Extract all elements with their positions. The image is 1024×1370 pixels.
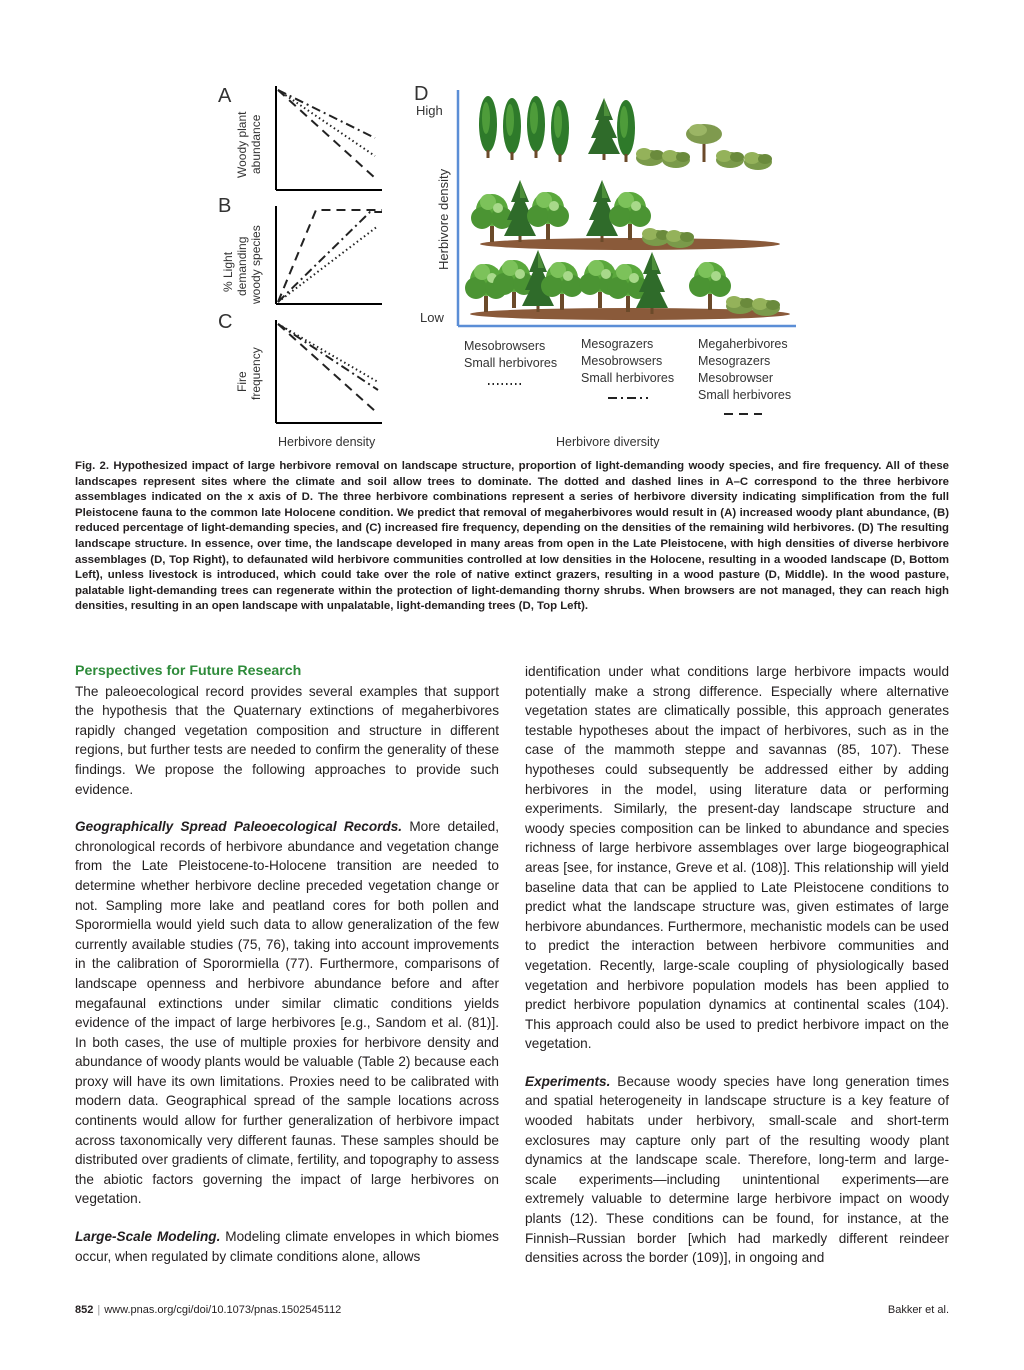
panel-d-row-middle xyxy=(471,180,780,250)
experiments-paragraph xyxy=(525,1072,949,1268)
doi-link[interactable]: www.pnas.org/cgi/doi/10.1073/pnas.1502545112 xyxy=(104,1304,342,1316)
panel-c-letter: C xyxy=(218,311,233,333)
intro-paragraph: The paleoecological record provides several examples that support the hypothesis that the Quaternary extinctions of megaherbivores rapidly changed vegetation composition and structure in different regions, but further tests are needed to confirm the generality of these findings. We propose the following approaches to provide such evidence. xyxy=(75,683,499,797)
small-panels-xlabel: Herbivore density xyxy=(278,435,376,449)
footer-authors: Bakker et al. xyxy=(887,1304,949,1316)
panel-b-ylabel-line1: % Light xyxy=(221,251,235,292)
group-1-line2: Small herbivores xyxy=(464,356,558,370)
panel-d-low-label: Low xyxy=(420,310,444,325)
geo-records-heading: Geographically Spread Paleoecological Records. xyxy=(75,819,403,835)
modeling-heading: Large-Scale Modeling. xyxy=(75,1229,221,1245)
figure-caption xyxy=(75,459,949,615)
panel-a-ylabel-line2: abundance xyxy=(249,114,263,174)
modeling-text: Modeling climate envelopes in which biomes occur, when regulated by climate conditions alone, allows xyxy=(75,1229,499,1264)
panel-c-dotted-line xyxy=(278,324,378,382)
panel-d-xlabel: Herbivore diversity xyxy=(556,435,660,449)
panel-c-ylabel-line1: Fire xyxy=(235,371,249,392)
panel-a-dotted-line xyxy=(278,90,375,156)
group-2-line3: Small herbivores xyxy=(581,371,675,385)
panel-b-ylabel-line3: woody species xyxy=(249,225,263,304)
panel-b-dashdot-line xyxy=(278,212,382,302)
group-3-line1: Megaherbivores xyxy=(698,337,788,351)
panel-d-letter: D xyxy=(414,83,429,105)
group-3-line4: Small herbivores xyxy=(698,388,792,402)
left-column xyxy=(75,662,499,1284)
panel-d-row-bottom xyxy=(465,250,790,320)
panel-c xyxy=(218,311,382,423)
geo-records-text: More detailed, chronological records of herbivore abundance and vegetation change from the Late Pleistocene-to-Holocene transition are needed to determine whether herbivore decline preceded vegetation change or not. Sampling more lake and peatland cores for both pollen and Sporormiella would yield such data to allow generalization of the few currently available studies (75, 76), taking into account improvements in the calibration of Sporormiella (77). Furthermore, comparisons of landscape openness and herbivore abundance before and after megafaunal extinctions under similar climatic conditions yields evidence of the impact of large herbivores [e.g., Sandom et al. (81)]. In both cases, the use of multiple proxies for herbivore density and abundance of woody plants would be valuable (Table 2) because each proxy will have its own limitations. Proxies need to be calibrated with modern data. Geographical spread of the sample locations across continents would allow for further generalization of herbivore impact across taxonomically very different faunas. These samples should be distributed over gradients of climate, fertility, and topography to assess the abiotic factors governing the impact of large herbivores on vegetation. xyxy=(75,819,499,1207)
panel-c-dashed-line xyxy=(278,324,375,411)
panel-b-ylabel-line2: demanding xyxy=(235,236,249,296)
geo-records-paragraph xyxy=(75,817,499,1209)
group-3-line2: Mesograzers xyxy=(698,354,771,368)
experiments-heading: Experiments. xyxy=(525,1073,611,1089)
panel-d-group-2 xyxy=(581,337,674,398)
caption-text: Hypothesized impact of large herbivore removal on landscape structure, proportion of light-demanding woody species, and fire frequency. All of these landscapes represent sites where the climate and soil allow trees to dominate. The dotted and dashed lines in A–C correspond to the three herbivore assemblages indicated on the x axis of D. The three herbivore combinations represent a series of herbivore diversity indicating simplification from the full Pleistocene fauna to the common late Holocene condition. We predict that removal of megaherbivores would result in (A) increased woody plant abundance, (B) reduced percentage of light-demanding species, and (C) increased fire frequency, depending on the densities of the remaining wild herbivores. (D) The resulting landscape structure. In essence, over time, the landscape developed in many areas from open in the Late Pleistocene, with high densities of diverse herbivore assemblages (D, Top Right), to defaunated wild herbivore communities controlled at low densities in the Holocene, resulting in a wooded landscape (D, Bottom Left), unless livestock is introduced, which could take over the role of native extinct grazers, resulting in a wood pasture (D, Middle). In the wood pasture, palatable light-demanding trees can regenerate within the protection of light-demanding thorny shrubs. When browsers are not managed, they can reach high densities, resulting in an open landscape with unpalatable, light-demanding trees (D, Top Left). xyxy=(75,460,949,613)
panel-b-dotted-line xyxy=(278,226,378,302)
section-heading: Perspectives for Future Research xyxy=(75,663,302,679)
modeling-paragraph xyxy=(75,1227,499,1266)
right-column xyxy=(525,662,949,1286)
panel-c-dashdot-line xyxy=(278,324,378,390)
panel-a-letter: A xyxy=(218,85,232,107)
panel-a xyxy=(218,85,382,190)
panel-b xyxy=(218,195,382,305)
panel-d-ylabel: Herbivore density xyxy=(436,168,451,270)
panel-b-letter: B xyxy=(218,195,232,217)
panel-b-dashed-line xyxy=(278,210,382,302)
group-1-line1: Mesobrowsers xyxy=(464,339,546,353)
page-number: 852 xyxy=(75,1304,94,1316)
caption-label: Fig. 2. xyxy=(75,460,110,472)
panel-a-ylabel-line1: Woody plant xyxy=(235,111,249,178)
modeling-continued-paragraph: identification under what conditions large herbivore impacts would potentially make a strong difference. Especially where alternative vegetation states are climatically possible, this approach generates testable hypotheses about the impact of herbivores, such as in the case of the mammoth steppe and savannas (85, 107). These hypotheses could subsequently be addressed either by adding herbivores in the model, using literature data or performing experiments. Similarly, the present-day landscape structure and woody species composition can be linked to abundance and species richness of large herbivore assemblages over large biogeographical areas [see, for instance, Greve et al. (108)]. This relationship will yield baseline data that can be applied to Late Pleistocene conditions to predict what the landscape structure was, given estimates of large herbivore abundances. Furthermore, mechanistic models can be used to predict the interaction between herbivore communities and vegetation. Recently, large-scale coupling of physiologically based vegetation and herbivore population models has been applied to predict herbivore population dynamics at continental scales (104). This approach could also be used to predict herbivore impact on the vegetation. xyxy=(525,664,949,1052)
group-2-line2: Mesobrowsers xyxy=(581,354,663,368)
panel-c-ylabel-line2: frequency xyxy=(249,347,263,400)
panel-d-row-top xyxy=(479,96,772,170)
group-2-line1: Mesograzers xyxy=(581,337,654,351)
panel-d-group-1 xyxy=(464,339,557,384)
panel-d-group-3 xyxy=(698,337,791,414)
panel-a-dashdot-line xyxy=(278,90,375,138)
group-3-line3: Mesobrowser xyxy=(698,371,774,385)
figure-2 xyxy=(210,78,810,453)
experiments-text: Because woody species have long generation times and spatial heterogeneity in landscape structure is a key feature of wooded habitats under herbivory, small-scale and short-term exclosures may capture only part of the resulting woody plant dynamics at the landscape scale. Therefore, long-term and large-scale experiments—including unintentional experiments—are extremely valuable to determine large herbivore impact on woody plants (12). These conditions can be found, for instance, at the Finnish–Russian border [which had markedly different reindeer densities across the border (109)], in ongoing and xyxy=(525,1073,949,1266)
panel-d-high-label: High xyxy=(416,103,443,118)
panel-d xyxy=(414,83,796,449)
panel-a-dashed-line xyxy=(278,90,375,178)
